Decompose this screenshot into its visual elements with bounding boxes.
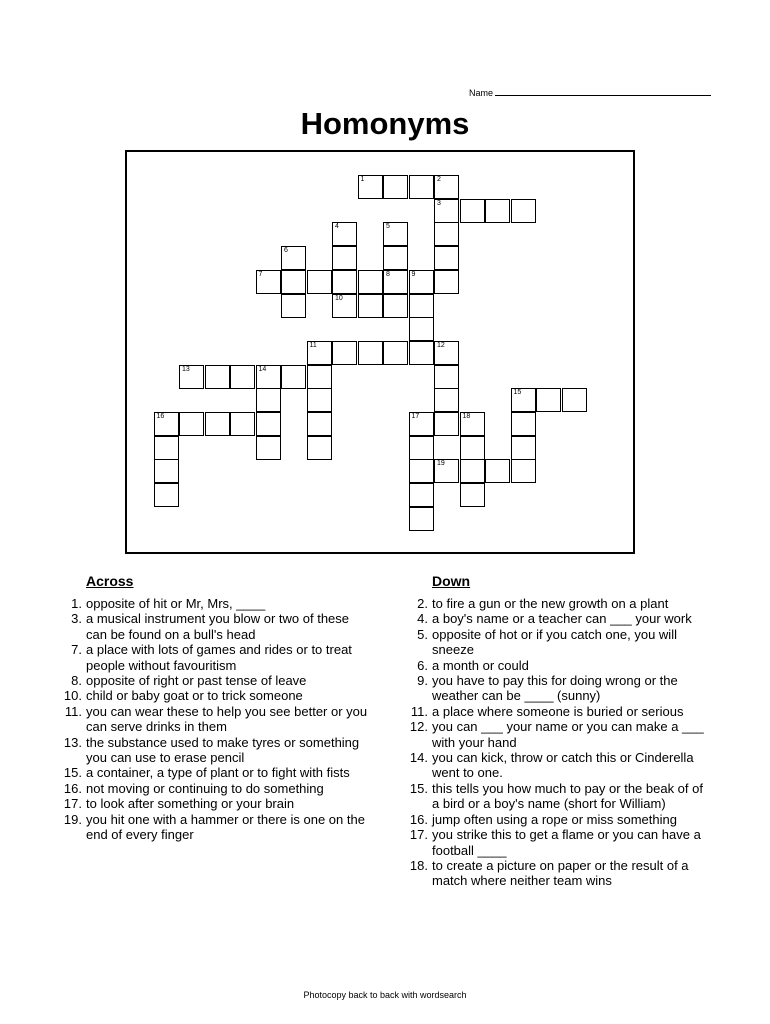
- grid-cell[interactable]: [409, 436, 434, 460]
- grid-cell[interactable]: [511, 412, 536, 436]
- clue-number: 4: [335, 223, 339, 231]
- grid-cell[interactable]: [485, 199, 510, 223]
- grid-cell[interactable]: [154, 459, 179, 483]
- grid-cell[interactable]: [383, 294, 408, 318]
- grid-cell[interactable]: [332, 246, 357, 270]
- clue-num: 9.: [417, 673, 428, 689]
- clue-num: 15.: [63, 765, 82, 781]
- grid-cell[interactable]: [358, 270, 383, 294]
- grid-cell[interactable]: [281, 246, 306, 270]
- grid-cell[interactable]: [383, 341, 408, 365]
- grid-cell[interactable]: [511, 459, 536, 483]
- clue-text: a place with lots of games and rides or to treat people without favouritism: [86, 642, 352, 673]
- clue-num: 17.: [63, 796, 82, 812]
- clue-num: 4.: [417, 611, 428, 627]
- clue-number: 8: [386, 270, 390, 278]
- across-clue: [54, 611, 372, 642]
- grid-cell[interactable]: [511, 199, 536, 223]
- clue-num: 17.: [409, 827, 428, 843]
- grid-cell[interactable]: [307, 341, 332, 365]
- clue-number: 19: [437, 460, 445, 468]
- grid-cell[interactable]: [383, 175, 408, 199]
- clue-number: 12: [437, 341, 445, 349]
- grid-cell[interactable]: [154, 483, 179, 507]
- grid-cell[interactable]: [256, 365, 281, 389]
- across-clue: [54, 765, 372, 780]
- grid-cell[interactable]: [409, 270, 434, 294]
- grid-cell[interactable]: [332, 270, 357, 294]
- grid-cell[interactable]: [383, 222, 408, 246]
- down-clue: [400, 611, 712, 626]
- clue-text: to fire a gun or the new growth on a plant: [432, 596, 669, 611]
- clue-num: 18.: [409, 857, 428, 873]
- clue-num: 8.: [71, 673, 82, 689]
- grid-cell[interactable]: [536, 388, 561, 412]
- grid-cell[interactable]: [358, 341, 383, 365]
- across-heading: Across: [86, 573, 134, 589]
- grid-cell[interactable]: [409, 412, 434, 436]
- across-clue: [54, 781, 372, 796]
- clue-number: 1: [360, 176, 365, 183]
- across-clue: [54, 673, 372, 688]
- grid-cell[interactable]: [434, 270, 459, 294]
- grid-cell[interactable]: [434, 222, 459, 246]
- clue-text: a container, a type of plant or to fight with fists: [86, 765, 350, 781]
- grid-cell[interactable]: [230, 365, 255, 389]
- grid-cell[interactable]: [409, 483, 434, 507]
- clue-number: 13: [182, 365, 190, 373]
- grid-cell[interactable]: [281, 270, 306, 294]
- clue-text: to create a picture on paper or the result of a match where neither team wins: [432, 857, 689, 889]
- down-clue-list: [400, 596, 712, 889]
- grid-cell[interactable]: [281, 365, 306, 389]
- clue-text: you strike this to get a flame or you can have a football ____: [432, 827, 701, 858]
- clue-num: 16.: [63, 780, 82, 796]
- clue-number: 15: [513, 389, 522, 397]
- grid-cell[interactable]: [409, 294, 434, 318]
- grid-cell[interactable]: [460, 483, 485, 507]
- name-label: Name: [469, 88, 494, 98]
- clue-num: 15.: [409, 780, 428, 796]
- across-clue: [54, 596, 372, 611]
- across-clue: [54, 704, 372, 735]
- clue-text: a musical instrument you blow or two of these can be found on a bull's head: [86, 611, 350, 642]
- clue-text: you hit one with a hammer or there is one on the end of every finger: [86, 811, 365, 843]
- down-clue: [400, 596, 712, 611]
- clue-num: 7.: [71, 642, 82, 658]
- clue-number: 11: [309, 341, 317, 349]
- grid-cell[interactable]: [179, 365, 204, 389]
- grid-cell[interactable]: [485, 459, 510, 483]
- across-clue-list: [54, 596, 372, 843]
- clue-number: 9: [411, 270, 416, 278]
- grid-cell[interactable]: [409, 507, 434, 531]
- grid-cell[interactable]: [230, 412, 255, 436]
- clue-num: 3.: [71, 611, 82, 627]
- grid-cell[interactable]: [434, 412, 459, 436]
- clue-text: to look after something or your brain: [86, 796, 295, 812]
- grid-cell[interactable]: [332, 222, 357, 246]
- down-clue: [400, 858, 712, 889]
- clue-num: 13.: [63, 734, 82, 750]
- clue-text: you can wear these to help you see better or you can serve drinks in them: [86, 703, 368, 735]
- grid-cell[interactable]: [434, 175, 459, 199]
- clue-number: 16: [156, 413, 165, 420]
- grid-cell[interactable]: [511, 436, 536, 460]
- grid-cell[interactable]: [307, 270, 332, 294]
- down-clue: [400, 781, 712, 812]
- grid-cell[interactable]: [358, 294, 383, 318]
- across-clue: [54, 796, 372, 811]
- clue-text: jump often using a rope or miss something: [432, 811, 677, 827]
- clue-text: this tells you how much to pay or the beak of of a bird or a boy's name (short for William): [432, 780, 703, 812]
- page-title: Homonyms: [300, 106, 470, 141]
- grid-cell[interactable]: [409, 459, 434, 483]
- grid-cell[interactable]: [460, 436, 485, 460]
- grid-cell[interactable]: [281, 294, 306, 318]
- clue-num: 10.: [63, 688, 82, 704]
- grid-cell[interactable]: [409, 175, 434, 199]
- grid-cell[interactable]: [434, 459, 459, 483]
- grid-cell[interactable]: [205, 412, 230, 436]
- grid-cell[interactable]: [307, 436, 332, 460]
- clue-text: opposite of hot or if you catch one, you will sneeze: [432, 626, 677, 658]
- grid-cell[interactable]: [332, 341, 357, 365]
- clue-number: 10: [335, 294, 343, 302]
- clue-num: 2.: [417, 596, 428, 611]
- grid-cell[interactable]: [256, 270, 281, 294]
- grid-cell[interactable]: [383, 246, 408, 270]
- clue-text: not moving or continuing to do something: [86, 780, 324, 796]
- clue-num: 11.: [64, 703, 82, 719]
- clue-num: 14.: [409, 750, 428, 766]
- grid-cell[interactable]: [154, 412, 179, 436]
- down-clue: [400, 719, 712, 750]
- down-heading: Down: [432, 573, 471, 589]
- clue-num: 12.: [409, 719, 428, 735]
- grid-cell[interactable]: [460, 199, 485, 223]
- grid-cell[interactable]: [358, 175, 383, 199]
- clue-num: 5.: [417, 626, 428, 642]
- down-clue: [400, 812, 712, 827]
- clue-num: 6.: [417, 657, 428, 673]
- grid-cell[interactable]: [460, 412, 485, 436]
- clue-text: you can kick, throw or catch this or Cinderella went to one.: [432, 750, 694, 781]
- clue-number: 18: [462, 413, 471, 420]
- grid-cell[interactable]: [307, 388, 332, 412]
- down-clue: [400, 704, 712, 719]
- grid-cell[interactable]: [307, 365, 332, 389]
- down-clue: [400, 827, 712, 858]
- clue-text: opposite of right or past tense of leave: [86, 673, 307, 689]
- clue-text: opposite of hit or Mr, Mrs, ____: [86, 596, 266, 611]
- grid-cell[interactable]: [434, 341, 459, 365]
- clue-num: 16.: [409, 811, 428, 827]
- clue-number: 6: [284, 247, 288, 255]
- name-underline: [495, 87, 711, 96]
- clue-number: 2: [437, 176, 441, 183]
- down-clue: [400, 627, 712, 658]
- grid-cell[interactable]: [256, 388, 281, 412]
- grid-cell[interactable]: [332, 294, 357, 318]
- grid-cell[interactable]: [256, 412, 281, 436]
- clue-num: 1.: [71, 596, 82, 611]
- down-clue: [400, 658, 712, 673]
- clue-number: 17: [411, 413, 420, 420]
- grid-cell[interactable]: [205, 365, 230, 389]
- clue-text: a place where someone is buried or serious: [432, 703, 684, 719]
- grid-cell[interactable]: [434, 246, 459, 270]
- across-clue: [54, 812, 372, 843]
- grid-cell[interactable]: [409, 317, 434, 341]
- clue-num: 19.: [63, 811, 82, 827]
- clue-number: 14: [258, 365, 267, 373]
- grid-cell[interactable]: [562, 388, 587, 412]
- clue-number: 3: [437, 199, 441, 207]
- across-clue: [54, 642, 372, 673]
- grid-cell[interactable]: [409, 341, 434, 365]
- grid-cell[interactable]: [256, 436, 281, 460]
- down-clue: [400, 673, 712, 704]
- footer-note: Photocopy back to back with wordsearch: [303, 990, 467, 1000]
- grid-cell[interactable]: [179, 412, 204, 436]
- name-field[interactable]: [469, 87, 711, 98]
- clue-num: 11.: [410, 703, 428, 719]
- clue-text: you have to pay this for doing wrong or the weather can be ____ (sunny): [432, 673, 678, 704]
- grid-cell[interactable]: [460, 459, 485, 483]
- clue-number: 5: [386, 223, 390, 231]
- clue-text: child or baby goat or to trick someone: [86, 688, 303, 704]
- grid-cell[interactable]: [511, 388, 536, 412]
- clue-number: 7: [258, 270, 263, 278]
- grid-cell[interactable]: [434, 388, 459, 412]
- clue-text: the substance used to make tyres or something you can use to erase pencil: [86, 734, 360, 766]
- grid-cell[interactable]: [307, 412, 332, 436]
- across-clue: [54, 688, 372, 703]
- grid-cell[interactable]: [434, 199, 459, 223]
- clue-text: you can ___ your name or you can make a ___ with your hand: [432, 719, 704, 750]
- clue-text: a month or could: [432, 657, 529, 673]
- grid-cell[interactable]: [434, 365, 459, 389]
- crossword-grid: [125, 150, 635, 554]
- across-clue: [54, 735, 372, 766]
- clue-text: a boy's name or a teacher can ___ your work: [432, 611, 692, 627]
- down-clue: [400, 750, 712, 781]
- grid-cell[interactable]: [383, 270, 408, 294]
- grid-cell[interactable]: [154, 436, 179, 460]
